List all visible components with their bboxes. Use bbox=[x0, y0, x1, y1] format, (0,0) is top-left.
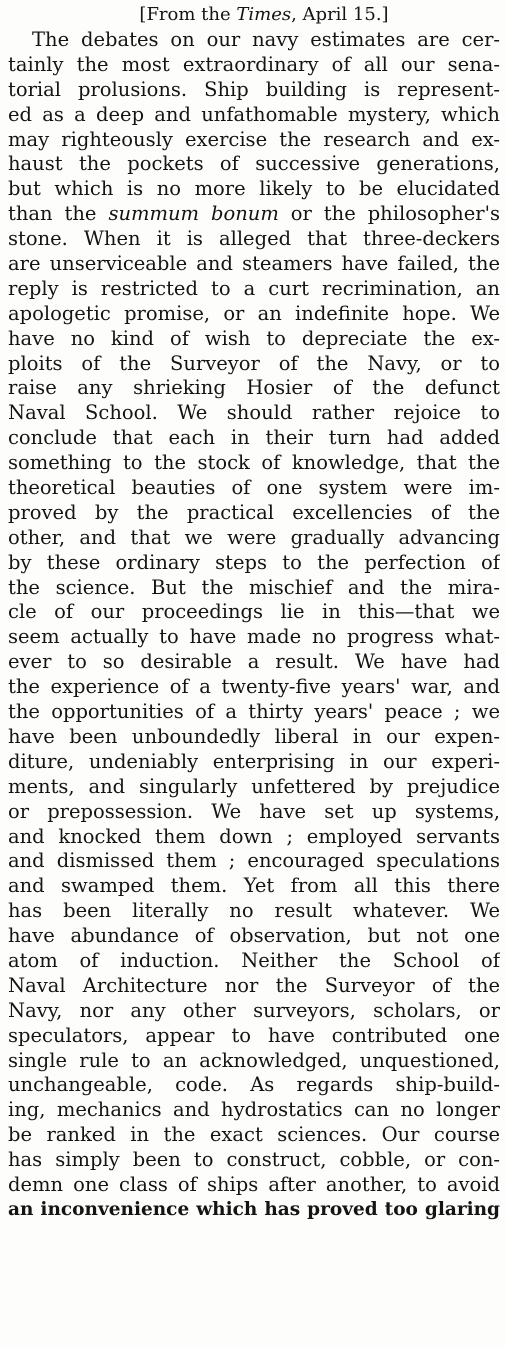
article-line: unchangeable, code. As regards ship-build- bbox=[8, 1073, 500, 1097]
source-paper-name: Times bbox=[236, 4, 292, 25]
article-line: or prepossession. We have set up systems, bbox=[8, 799, 500, 823]
article-line: and swamped them. Yet from all this there bbox=[8, 874, 500, 898]
article-line: ever to so desirable a result. We have had bbox=[8, 650, 500, 674]
article-line: proved by the practical excellencies of the bbox=[8, 500, 500, 524]
article-line: ing, mechanics and hydrostatics can no longer bbox=[8, 1098, 500, 1122]
article-line: demn one class of ships after another, to avoid bbox=[8, 1172, 500, 1196]
article-line: speculators, appear to have contributed one bbox=[8, 1023, 500, 1047]
article-line: by these ordinary steps to the perfection of bbox=[8, 550, 500, 574]
article-line: cle of our proceedings lie in this—that we bbox=[8, 600, 500, 624]
article-line: have no kind of wish to depreciate the ex- bbox=[8, 326, 500, 350]
article-line: single rule to an acknowledged, unquestioned, bbox=[8, 1048, 500, 1072]
italic-phrase: summum bonum bbox=[108, 202, 279, 226]
article-line: the opportunities of a thirty years' peace ; we bbox=[8, 700, 500, 724]
article-line: diture, undeniably enterprising in our experi- bbox=[8, 749, 500, 773]
article-line: and knocked them down ; employed servants bbox=[8, 824, 500, 848]
article-line: something to the stock of knowledge, that the bbox=[8, 451, 500, 475]
source-prefix: [From the bbox=[139, 4, 237, 25]
article-line: apologetic promise, or an indefinite hope. We bbox=[8, 301, 500, 325]
line-text: or the philosopher's bbox=[278, 202, 500, 226]
article-line: theoretical beauties of one system were im- bbox=[8, 476, 500, 500]
article-line bbox=[8, 202, 500, 227]
article-line: and dismissed them ; encouraged speculations bbox=[8, 849, 500, 873]
article-column bbox=[8, 3, 500, 1223]
article-line: atom of induction. Neither the School of bbox=[8, 948, 500, 972]
line-text: than the bbox=[8, 202, 109, 226]
article-line: be ranked in the exact sciences. Our course bbox=[8, 1123, 500, 1147]
article-line: stone. When it is alleged that three-deckers bbox=[8, 227, 500, 251]
article-line: ploits of the Surveyor of the Navy, or to bbox=[8, 351, 500, 375]
article-body bbox=[8, 28, 500, 1223]
article-line: tainly the most extraordinary of all our sena- bbox=[8, 52, 500, 76]
article-line: raise any shrieking Hosier of the defunct bbox=[8, 376, 500, 400]
article-line: ments, and singularly unfettered by prejudice bbox=[8, 774, 500, 798]
article-line: has been literally no result whatever. We bbox=[8, 899, 500, 923]
article-line: haust the pockets of successive generations, bbox=[8, 152, 500, 176]
article-line: ed as a deep and unfathomable mystery, which bbox=[8, 102, 500, 126]
article-line: are unserviceable and steamers have failed, the bbox=[8, 252, 500, 276]
article-line: has simply been to construct, cobble, or con- bbox=[8, 1148, 500, 1172]
article-line: have been unboundedly liberal in our expen- bbox=[8, 724, 500, 748]
article-line: reply is restricted to a curt recrimination, an bbox=[8, 276, 500, 300]
article-line: seem actually to have made no progress what- bbox=[8, 625, 500, 649]
source-date: , April 15.] bbox=[291, 4, 389, 25]
article-line: the science. But the mischief and the mira- bbox=[8, 575, 500, 599]
article-line: The debates on our navy estimates are cer- bbox=[32, 28, 500, 51]
article-line: have abundance of observation, but not one bbox=[8, 924, 500, 948]
source-attribution bbox=[8, 3, 500, 27]
article-line: an inconvenience which has proved too glaring bbox=[8, 1198, 500, 1220]
article-line: the experience of a twenty-five years' war, and bbox=[8, 675, 500, 699]
article-line: but which is no more likely to be elucidated bbox=[8, 177, 500, 201]
article-line: may righteously exercise the research and ex- bbox=[8, 127, 500, 151]
article-line: Naval School. We should rather rejoice to bbox=[8, 401, 500, 425]
article-line: other, and that we were gradually advancing bbox=[8, 525, 500, 549]
article-line: torial prolusions. Ship building is represent- bbox=[8, 77, 500, 101]
article-line: Navy, nor any other surveyors, scholars, or bbox=[8, 998, 500, 1022]
article-line: conclude that each in their turn had added bbox=[8, 426, 500, 450]
article-line: Naval Architecture nor the Surveyor of the bbox=[8, 973, 500, 997]
